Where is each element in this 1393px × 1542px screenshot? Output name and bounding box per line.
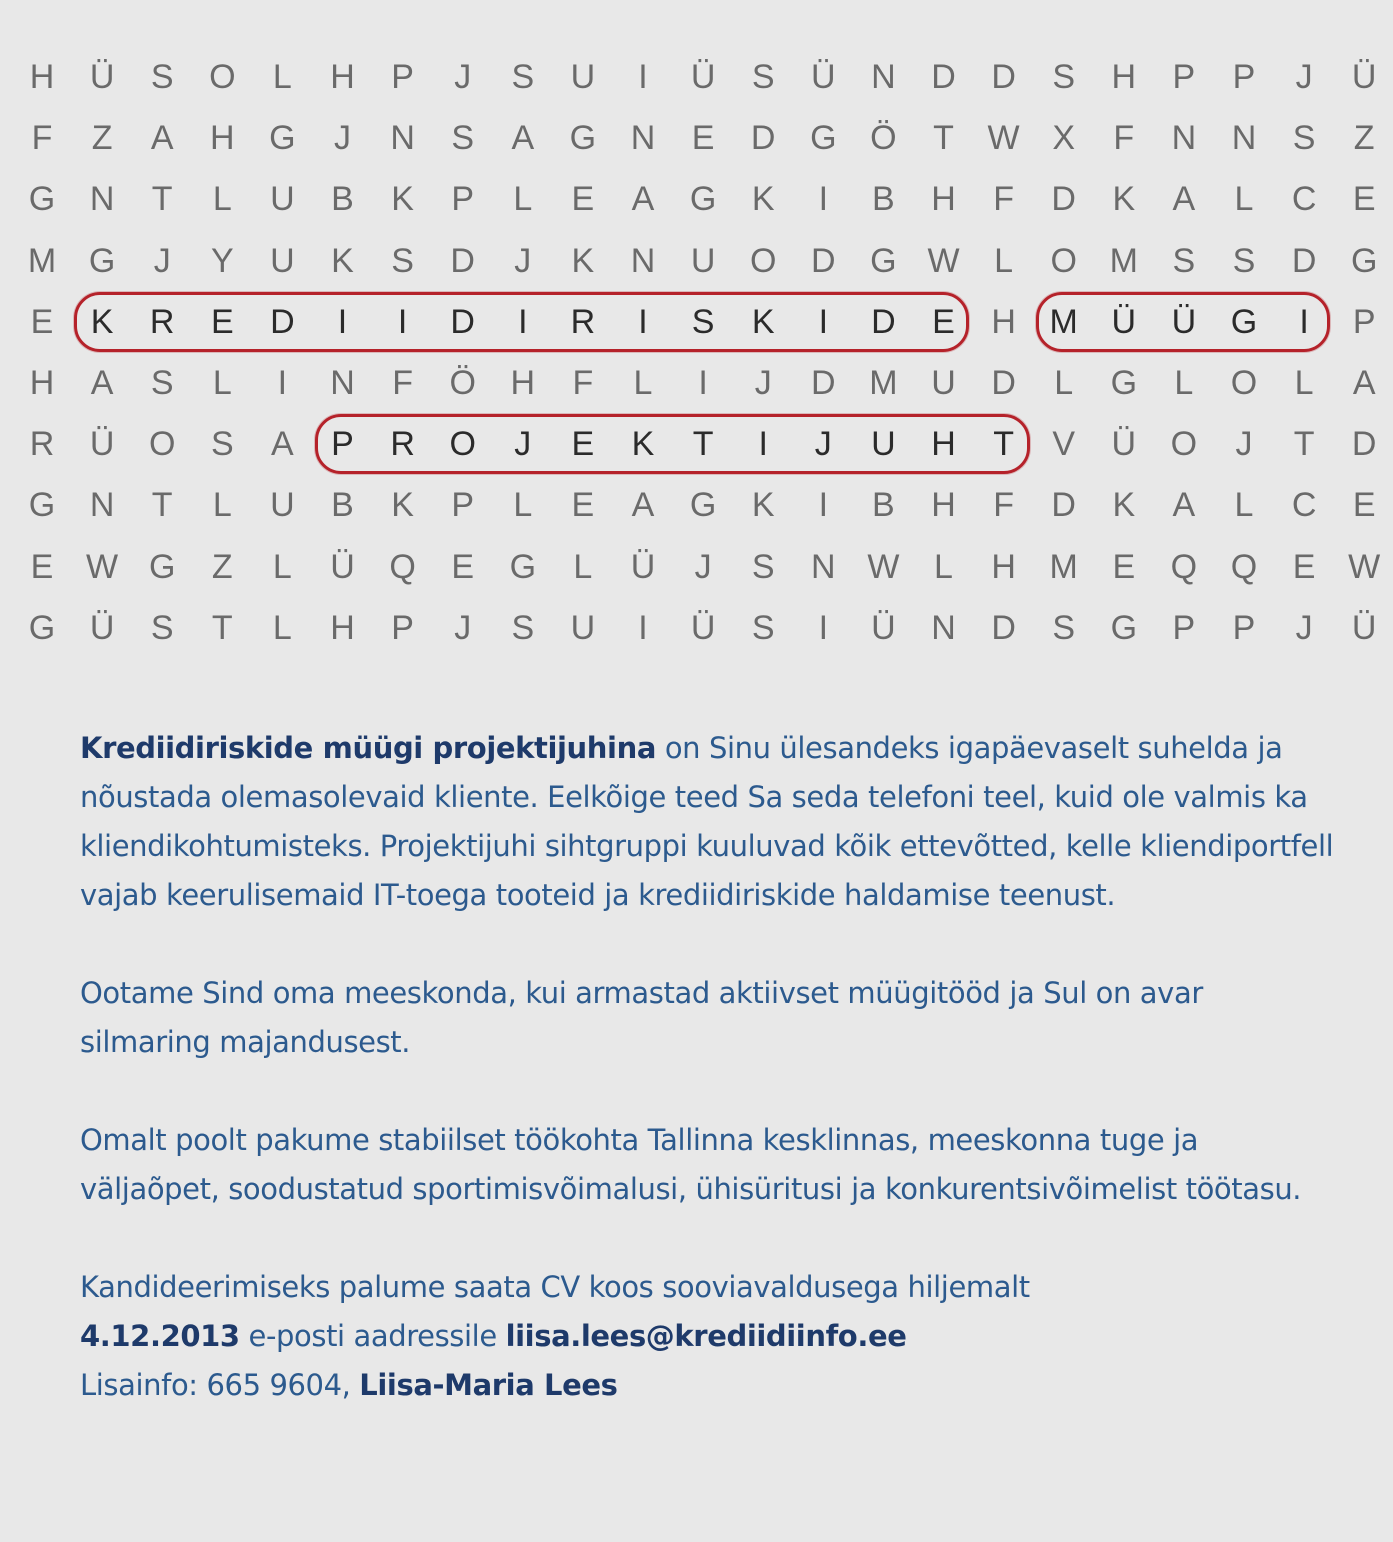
grid-letter: Z xyxy=(91,119,113,158)
grid-letter: L xyxy=(1174,364,1194,402)
grid-letter: D xyxy=(1051,486,1076,525)
grid-letter: U xyxy=(270,241,295,280)
grid-letter: L xyxy=(1234,486,1254,525)
grid-letter: H xyxy=(330,58,355,96)
grid-letter: I xyxy=(1299,302,1309,341)
grid-letter: J xyxy=(514,241,532,280)
grid-letter: P xyxy=(331,425,354,464)
grid-letter: U xyxy=(270,486,295,525)
grid-letter: E xyxy=(1352,486,1376,525)
grid-letter: K xyxy=(1112,180,1136,219)
grid-letter: S xyxy=(150,364,174,402)
grid-letter: R xyxy=(149,302,175,341)
grid-letter: S xyxy=(511,608,535,647)
grid-letter: H xyxy=(210,119,235,158)
grid-letter: J xyxy=(454,58,472,96)
grid-letter: A xyxy=(511,119,535,158)
grid-letter: D xyxy=(450,241,475,280)
grid-letter: E xyxy=(451,547,475,586)
grid-letter: T xyxy=(993,425,1014,464)
grid-letter: Ü xyxy=(89,425,115,464)
deadline-date: 4.12.2013 xyxy=(80,1319,240,1353)
grid-letter: A xyxy=(150,119,174,158)
grid-letter: H xyxy=(1111,58,1137,96)
grid-letter: S xyxy=(391,241,414,280)
grid-letter: G xyxy=(1230,302,1258,341)
grid-letter: F xyxy=(993,486,1014,525)
grid-letter: S xyxy=(751,547,775,586)
grid-letter: I xyxy=(638,608,648,647)
grid-letter: H xyxy=(931,425,956,464)
grid-letter: J xyxy=(334,119,351,158)
grid-letter: I xyxy=(818,486,829,525)
grid-letter: G xyxy=(689,180,717,219)
grid-letter: T xyxy=(933,119,954,158)
grid-letter: K xyxy=(331,241,354,280)
grid-letter: G xyxy=(1110,608,1138,647)
grid-letter: S xyxy=(1052,58,1076,96)
grid-letter: L xyxy=(212,180,232,219)
email-link[interactable]: liisa.lees@krediidiinfo.ee xyxy=(505,1319,907,1353)
grid-letter: D xyxy=(811,241,836,280)
grid-letter: I xyxy=(277,364,288,402)
grid-letter: O xyxy=(1050,241,1077,280)
grid-letter: G xyxy=(689,486,717,525)
grid-letter: I xyxy=(337,302,348,341)
grid-letter: W xyxy=(1348,547,1381,586)
grid-letter: N xyxy=(871,58,896,96)
grid-letter: O xyxy=(1230,364,1258,402)
grid-letter: W xyxy=(867,547,900,586)
grid-letter: R xyxy=(570,302,596,341)
email-label: e-posti aadressile xyxy=(239,1319,506,1353)
grid-letter: D xyxy=(1291,241,1317,280)
grid-letter: P xyxy=(451,486,475,525)
grid-letter: S xyxy=(150,58,174,96)
grid-letter: S xyxy=(210,425,234,464)
grid-letter: D xyxy=(1351,425,1377,464)
grid-letter: T xyxy=(692,425,714,464)
grid-letter: H xyxy=(29,364,55,402)
grid-letter: I xyxy=(818,608,829,647)
grid-letter: G xyxy=(569,119,597,158)
grid-letter: M xyxy=(27,241,57,280)
grid-letter: N xyxy=(89,180,115,219)
grid-letter: L xyxy=(1054,364,1074,402)
grid-letter: A xyxy=(631,486,655,525)
grid-letter: I xyxy=(818,302,829,341)
grid-letter: N xyxy=(330,364,355,402)
grid-letter: L xyxy=(513,180,533,219)
grid-letter: Y xyxy=(210,241,234,280)
grid-letter: V xyxy=(1052,425,1076,464)
grid-letter: S xyxy=(1232,241,1256,280)
grid-letter: W xyxy=(86,547,119,586)
grid-letter: L xyxy=(513,486,533,525)
grid-letter: U xyxy=(570,608,596,647)
grid-letter: D xyxy=(270,302,295,341)
grid-letter: H xyxy=(931,180,956,219)
grid-letter: L xyxy=(1294,364,1314,402)
grid-letter: E xyxy=(1352,180,1376,219)
grid-letter: D xyxy=(991,364,1016,402)
grid-letter: S xyxy=(1052,608,1076,647)
grid-letter: D xyxy=(450,302,475,341)
grid-letter: I xyxy=(638,58,648,96)
grid-letter: G xyxy=(870,241,897,280)
grid-letter: Q xyxy=(1170,547,1198,586)
grid-letter: H xyxy=(931,486,956,525)
grid-letter: S xyxy=(751,608,775,647)
grid-letter: S xyxy=(1292,119,1316,158)
grid-letter: K xyxy=(90,302,114,341)
grid-letter: S xyxy=(451,119,475,158)
info-label: Lisainfo: 665 9604, xyxy=(80,1368,360,1402)
highlight-loop-müügi xyxy=(1036,292,1330,352)
grid-letter: W xyxy=(987,119,1020,158)
grid-letter: J xyxy=(814,425,832,464)
grid-letter: Ü xyxy=(1351,58,1377,96)
grid-letter: D xyxy=(1051,180,1076,219)
grid-letter: N xyxy=(390,119,415,158)
grid-letter: P xyxy=(451,180,475,219)
grid-letter: F xyxy=(31,119,53,158)
grid-letter: K xyxy=(571,241,595,280)
grid-letter: G xyxy=(269,119,296,158)
grid-letter: J xyxy=(1235,425,1253,464)
paragraph-expectations: Ootame Sind oma meeskonda, kui armastad aktiivset müügitööd ja Sul on avar silmaring majandusest. xyxy=(80,976,1203,1059)
grid-letter: I xyxy=(818,180,829,219)
grid-letter: Ü xyxy=(630,547,656,586)
grid-letter: N xyxy=(630,119,656,158)
grid-letter: A xyxy=(90,364,114,402)
grid-letter: G xyxy=(810,119,837,158)
grid-letter: R xyxy=(390,425,415,464)
grid-letter: H xyxy=(330,608,355,647)
grid-letter: J xyxy=(454,608,472,647)
grid-letter: P xyxy=(1172,58,1196,96)
grid-letter: I xyxy=(518,302,528,341)
grid-letter: J xyxy=(1295,608,1313,647)
grid-letter: C xyxy=(1291,486,1317,525)
grid-letter: G xyxy=(509,547,537,586)
grid-letter: J xyxy=(1295,58,1313,96)
grid-letter: A xyxy=(1172,180,1196,219)
role-description: on Sinu ülesandeks igapäevaselt suhelda ja nõustada olemasolevaid kliente. Eelkõige teed Sa seda telefoni teel, kuid ole valmis ka kliendikohtumisteks. Projektijuhi sihtgruppi kuuluvad kõik ettevõtted, kelle kliendiportfell vajab keerulisemaid IT-toega tooteid ja krediidiriskide haldamise teenust. xyxy=(80,731,1334,912)
grid-letter: E xyxy=(210,302,234,341)
grid-letter: Ü xyxy=(89,608,115,647)
grid-letter: G xyxy=(148,547,176,586)
grid-letter: G xyxy=(88,241,116,280)
grid-letter: E xyxy=(1112,547,1136,586)
grid-letter: J xyxy=(514,425,532,464)
grid-letter: B xyxy=(331,486,354,525)
grid-letter: O xyxy=(209,58,236,96)
grid-letter: Ü xyxy=(1171,302,1197,341)
grid-letter: E xyxy=(30,302,54,341)
grid-letter: O xyxy=(749,241,777,280)
grid-letter: P xyxy=(1352,302,1376,341)
grid-letter: F xyxy=(1113,119,1135,158)
grid-letter: D xyxy=(991,608,1016,647)
grid-letter: S xyxy=(691,302,715,341)
grid-letter: A xyxy=(1172,486,1196,525)
grid-letter: M xyxy=(1109,241,1138,280)
grid-letter: E xyxy=(571,425,595,464)
grid-letter: P xyxy=(1232,608,1256,647)
grid-letter: E xyxy=(571,486,595,525)
grid-letter: A xyxy=(1352,364,1376,402)
grid-letter: U xyxy=(871,425,896,464)
grid-letter: D xyxy=(750,119,776,158)
grid-letter: A xyxy=(631,180,655,219)
grid-letter: L xyxy=(573,547,593,586)
grid-letter: S xyxy=(1172,241,1196,280)
grid-letter: L xyxy=(272,608,292,647)
grid-letter: I xyxy=(638,302,648,341)
grid-letter: P xyxy=(1172,608,1196,647)
grid-letter: U xyxy=(690,241,716,280)
grid-letter: G xyxy=(28,180,56,219)
grid-letter: D xyxy=(871,302,896,341)
grid-letter: I xyxy=(758,425,768,464)
grid-letter: Ü xyxy=(871,608,896,647)
grid-letter: U xyxy=(270,180,295,219)
job-description xyxy=(80,724,1340,1410)
grid-letter: Ö xyxy=(870,119,897,158)
grid-letter: K xyxy=(391,486,414,525)
grid-letter: K xyxy=(751,486,775,525)
grid-letter: N xyxy=(931,608,956,647)
grid-letter: O xyxy=(148,425,176,464)
grid-letter: L xyxy=(212,486,232,525)
grid-letter: L xyxy=(994,241,1014,280)
grid-letter: F xyxy=(572,364,594,402)
grid-letter: S xyxy=(511,58,535,96)
grid-letter: H xyxy=(991,302,1016,341)
grid-letter: K xyxy=(391,180,414,219)
role-title: Krediidiriskide müügi projektijuhina xyxy=(80,731,657,765)
grid-letter: P xyxy=(1232,58,1256,96)
grid-letter: M xyxy=(869,364,898,402)
grid-letter: Ü xyxy=(89,58,115,96)
grid-letter: Ö xyxy=(449,364,476,402)
grid-letter: B xyxy=(872,180,895,219)
grid-letter: S xyxy=(751,58,775,96)
grid-letter: R xyxy=(29,425,55,464)
grid-letter: G xyxy=(1110,364,1138,402)
grid-letter: O xyxy=(449,425,476,464)
grid-letter: B xyxy=(331,180,354,219)
highlight-loop-krediidiriskide xyxy=(74,292,969,352)
grid-letter: L xyxy=(272,58,292,96)
paragraph-role xyxy=(80,724,1340,920)
grid-letter: Ü xyxy=(690,58,716,96)
grid-letter: T xyxy=(211,608,233,647)
grid-letter: G xyxy=(28,608,56,647)
grid-letter: E xyxy=(1292,547,1316,586)
grid-letter: I xyxy=(698,364,708,402)
grid-letter: G xyxy=(1350,241,1378,280)
grid-letter: H xyxy=(29,58,55,96)
grid-letter: L xyxy=(633,364,653,402)
grid-letter: M xyxy=(1049,302,1078,341)
grid-letter: Ü xyxy=(811,58,836,96)
grid-letter: B xyxy=(872,486,895,525)
grid-letter: J xyxy=(153,241,171,280)
grid-letter: I xyxy=(397,302,408,341)
grid-letter: L xyxy=(272,547,292,586)
grid-letter: Ü xyxy=(1111,302,1137,341)
grid-letter: E xyxy=(571,180,595,219)
grid-letter: S xyxy=(150,608,174,647)
highlight-loop-projektijuht xyxy=(315,414,1030,474)
grid-letter: M xyxy=(1049,547,1078,586)
grid-letter: N xyxy=(1231,119,1257,158)
grid-letter: X xyxy=(1052,119,1076,158)
grid-letter: H xyxy=(991,547,1016,586)
grid-letter: O xyxy=(1170,425,1198,464)
grid-letter: T xyxy=(1293,425,1315,464)
grid-letter: F xyxy=(392,364,413,402)
grid-letter: U xyxy=(931,364,956,402)
grid-letter: H xyxy=(510,364,536,402)
grid-letter: N xyxy=(1171,119,1197,158)
grid-letter: Q xyxy=(389,547,416,586)
grid-letter: F xyxy=(993,180,1014,219)
word-search-grid xyxy=(0,0,1393,660)
grid-letter: D xyxy=(931,58,956,96)
grid-letter: P xyxy=(391,608,414,647)
grid-letter: N xyxy=(811,547,836,586)
grid-letter: E xyxy=(30,547,54,586)
grid-letter: D xyxy=(811,364,836,402)
grid-letter: E xyxy=(691,119,715,158)
grid-letter: Ü xyxy=(1111,425,1137,464)
grid-letter: A xyxy=(271,425,294,464)
paragraph-application xyxy=(80,1263,1340,1410)
grid-letter: Z xyxy=(1353,119,1375,158)
grid-letter: G xyxy=(28,486,56,525)
grid-letter: D xyxy=(991,58,1016,96)
grid-letter: K xyxy=(1112,486,1136,525)
paragraph-benefits: Omalt poolt pakume stabiilset töökohta Tallinna kesklinnas, meeskonna tuge ja väljaõpet, soodustatud sportimisvõimalusi, ühisüritusi ja konkurentsivõimelist töötasu. xyxy=(80,1123,1302,1206)
grid-letter: Ü xyxy=(1351,608,1377,647)
grid-letter: K xyxy=(751,302,775,341)
grid-letter: J xyxy=(754,364,772,402)
grid-letter: T xyxy=(151,486,173,525)
grid-letter: Z xyxy=(211,547,233,586)
grid-letter: J xyxy=(694,547,712,586)
grid-letter: K xyxy=(751,180,775,219)
grid-letter: Q xyxy=(1230,547,1258,586)
grid-letter: L xyxy=(212,364,232,402)
grid-letter: L xyxy=(1234,180,1254,219)
grid-letter: K xyxy=(631,425,655,464)
grid-letter: L xyxy=(934,547,953,586)
grid-letter: T xyxy=(151,180,173,219)
grid-letter: N xyxy=(89,486,115,525)
grid-letter: P xyxy=(391,58,414,96)
contact-name: Liisa-Maria Lees xyxy=(359,1368,618,1402)
application-instruction: Kandideerimiseks palume saata CV koos sooviavaldusega hiljemalt xyxy=(80,1270,1030,1304)
grid-letter: U xyxy=(570,58,596,96)
grid-letter: Ü xyxy=(330,547,355,586)
grid-letter: W xyxy=(927,241,960,280)
grid-letter: C xyxy=(1291,180,1317,219)
grid-letter: E xyxy=(932,302,955,341)
grid-letter: N xyxy=(630,241,656,280)
grid-letter: Ü xyxy=(690,608,716,647)
